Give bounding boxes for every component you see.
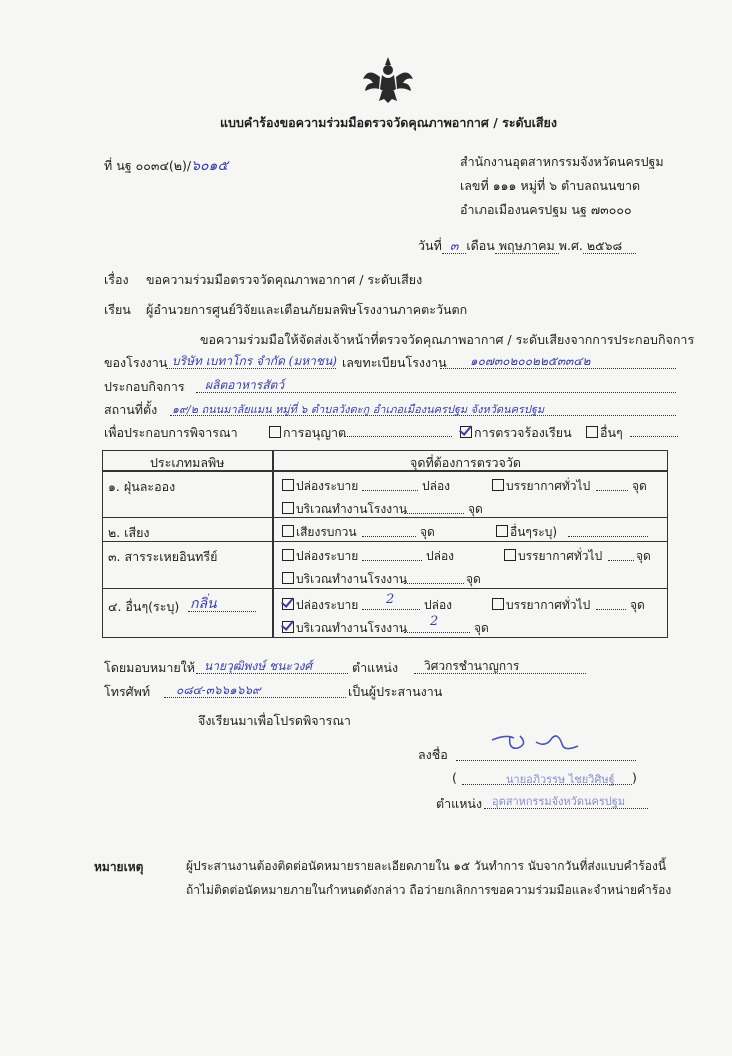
date-year-value: ๒๕๖๘ (583, 238, 636, 254)
factory-label: ของโรงงาน (104, 355, 168, 370)
row3-workarea[interactable] (282, 570, 407, 589)
factory-name: บริษัท เบทาโกร จำกัด (มหาชน) (172, 354, 337, 368)
row2-type: ๒. เสียง (108, 525, 150, 540)
row2-noise-checkbox[interactable] (282, 525, 294, 537)
office-line-1: สำนักงานอุตสาหกรรมจังหวัดนครปฐม (460, 154, 664, 169)
row1-ambient-checkbox[interactable] (492, 479, 504, 491)
purpose-option-permit[interactable] (269, 423, 346, 443)
note-line-2: ถ้าไม่ติดต่อนัดหมายภายในกำหนดดังกล่าว ถือว่ายกเลิกการขอความร่วมมือและจำหน่ายคำร้อง (186, 883, 672, 897)
to-text: ผู้อำนวยการศูนย์วิจัยและเตือนภัยมลพิษโรงงานภาคตะวันตก (146, 302, 468, 317)
form-title: แบบคำร้องขอความร่วมมือตรวจวัดคุณภาพอากาศ / ระดับเสียง (220, 115, 557, 130)
purpose-option-complaint[interactable] (460, 423, 572, 443)
reg-label: เลขทะเบียนโรงงาน (342, 355, 447, 370)
row4-workarea-unit: จุด (474, 621, 489, 635)
row3-ambient-label: บรรยากาศทั่วไป (518, 549, 603, 563)
row2-other-label: อื่นๆระบุ) (510, 525, 558, 539)
name-paren-open: ( (452, 770, 457, 785)
date-month-label: เดือน (466, 238, 495, 253)
row3-ambient-unit: จุด (636, 549, 651, 563)
row2-noise-label: เสียงรบกวน (296, 525, 357, 539)
note-line-1: ผู้ประสานงานต้องติดต่อนัดหมายรายละเอียดภายใน ๑๕ วันทำการ นับจากวันที่ส่งแบบคำร้องนี้ (186, 859, 667, 873)
sign-label: ลงชื่อ (418, 747, 448, 762)
row1-ambient[interactable] (492, 477, 590, 496)
office-line-2: เลขที่ ๑๑๑ หมู่ที่ ๖ ตำบลถนนขาด (460, 178, 641, 193)
doc-ref-handwritten-number: ๖๐๑๕ (191, 158, 229, 174)
row4-stack-value: 2 (386, 592, 395, 607)
row1-workarea-unit: จุด (468, 502, 483, 516)
row4-ambient-label: บรรยากาศทั่วไป (506, 598, 591, 612)
row2-other[interactable] (496, 523, 557, 542)
date-day-label: วันที่ (418, 238, 442, 253)
table-header-points: จุดที่ต้องการตรวจวัด (410, 455, 522, 470)
row4-other-handwritten: กลิ่น (190, 596, 217, 612)
row4-ambient-unit: จุด (630, 598, 645, 612)
row2-noise-unit: จุด (420, 525, 435, 539)
row4-ambient-checkbox[interactable] (492, 598, 504, 610)
reg-number: ๑๐๗๓๐๒๐๐๒๒๕๓๓๔๒ (470, 354, 591, 368)
garuda-emblem-icon (360, 55, 416, 105)
row4-workarea[interactable] (282, 619, 407, 638)
row3-ambient-checkbox[interactable] (504, 549, 516, 561)
row3-workarea-unit: จุด (466, 572, 481, 586)
phone-label: โทรศัพท์ (104, 684, 151, 699)
row1-workarea-label: บริเวณทำงานโรงงาน (296, 502, 408, 516)
business-label: ประกอบกิจการ (104, 379, 185, 394)
row1-stack-label: ปล่องระบาย (296, 479, 359, 493)
doc-ref-label: ที่ (104, 158, 113, 173)
date-year-label: พ.ศ. (558, 238, 583, 253)
row1-stack-checkbox[interactable] (282, 479, 294, 491)
purpose-other-label: อื่นๆ (600, 425, 623, 440)
row4-stack[interactable] (282, 596, 358, 615)
location-label: สถานที่ตั้ง (104, 402, 158, 417)
closing-text: จึงเรียนมาเพื่อโปรดพิจารณา (198, 713, 351, 728)
row4-workarea-label: บริเวณทำงานโรงงาน (296, 621, 408, 635)
row2-other-checkbox[interactable] (496, 525, 508, 537)
office-line-3: อำเภอเมืองนครปฐม นฐ ๗๓๐๐๐ (460, 202, 632, 217)
row1-stack-unit: ปล่อง (422, 479, 451, 493)
table-header-type: ประเภทมลพิษ (150, 455, 225, 470)
date-line (418, 236, 636, 256)
row3-stack-label: ปล่องระบาย (296, 549, 359, 563)
location-value: ๑๙/๒ ถนนมาลัยแมน หมู่ที่ ๖ ตำบลวังตะกู อำเภอเมืองนครปฐม จังหวัดนครปฐม (172, 403, 545, 416)
assign-position-label: ตำแหน่ง (352, 660, 399, 675)
purpose-complaint-checkbox[interactable] (460, 426, 472, 438)
purpose-option-other[interactable] (586, 423, 623, 443)
assign-label: โดยมอบหมายให้ (104, 660, 196, 675)
body-intro: ขอความร่วมมือให้จัดส่งเจ้าหน้าที่ตรวจวัดคุณภาพอากาศ / ระดับเสียงจากการประกอบกิจการ (200, 332, 695, 347)
purpose-label: เพื่อประกอบการพิจารณา (104, 425, 238, 440)
signature-mark (488, 728, 588, 758)
purpose-permit-label: การอนุญาต (283, 425, 347, 440)
business-value: ผลิตอาหารสัตว์ (205, 378, 285, 392)
row4-stack-label: ปล่องระบาย (296, 598, 359, 612)
row4-ambient[interactable] (492, 596, 590, 615)
doc-ref (104, 155, 228, 177)
row3-stack-checkbox[interactable] (282, 549, 294, 561)
row1-ambient-unit: จุด (632, 479, 647, 493)
purpose-permit-checkbox[interactable] (269, 426, 281, 438)
row1-ambient-label: บรรยากาศทั่วไป (506, 479, 591, 493)
assign-position: วิศวกรชำนาญการ (424, 659, 520, 673)
row4-type: ๔. อื่นๆ(ระบุ) (108, 599, 180, 614)
row3-stack-unit: ปล่อง (426, 549, 455, 563)
row3-stack[interactable] (282, 547, 358, 566)
note-label: หมายเหตุ (94, 860, 144, 874)
row3-type: ๓. สารระเหยอินทรีย์ (108, 549, 218, 564)
subject-text: ขอความร่วมมือตรวจวัดคุณภาพอากาศ / ระดับเสียง (146, 272, 423, 287)
subject-label: เรื่อง (104, 272, 129, 287)
row4-stack-checkbox[interactable] (282, 598, 294, 610)
signer-name-stamp: นายอภิวรรษ ไชยวิศิษฐ์ (506, 773, 615, 786)
name-paren-close: ) (632, 770, 637, 785)
to-label: เรียน (104, 302, 131, 317)
row4-workarea-checkbox[interactable] (282, 621, 294, 633)
row1-workarea[interactable] (282, 500, 407, 519)
assign-name: นายวุฒิพงษ์ ชนะวงศ์ (204, 659, 313, 673)
date-month-value: พฤษภาคม (495, 238, 559, 254)
doc-ref-number: นฐ ๐๐๓๔(๒)/ (116, 158, 192, 173)
row4-stack-unit: ปล่อง (424, 598, 453, 612)
signer-position-stamp: อุตสาหกรรมจังหวัดนครปฐม (492, 795, 626, 808)
row4-workarea-value: 2 (430, 614, 439, 629)
purpose-complaint-label: การตรวจร้องเรียน (474, 425, 572, 440)
row3-ambient[interactable] (504, 547, 602, 566)
row1-stack[interactable] (282, 477, 358, 496)
row3-workarea-checkbox[interactable] (282, 572, 294, 584)
row1-type: ๑. ฝุ่นละออง (108, 479, 176, 494)
row2-noise[interactable] (282, 523, 357, 542)
row3-workarea-label: บริเวณทำงานโรงงาน (296, 572, 408, 586)
signer-position-label: ตำแหน่ง (436, 796, 483, 811)
coordinator-text: เป็นผู้ประสานงาน (348, 684, 443, 699)
phone-number: ๐๘๔-๓๖๖๑๖๖๙ (176, 683, 261, 697)
purpose-other-checkbox[interactable] (586, 426, 598, 438)
row1-workarea-checkbox[interactable] (282, 502, 294, 514)
date-day-value: ๓ (442, 238, 467, 254)
